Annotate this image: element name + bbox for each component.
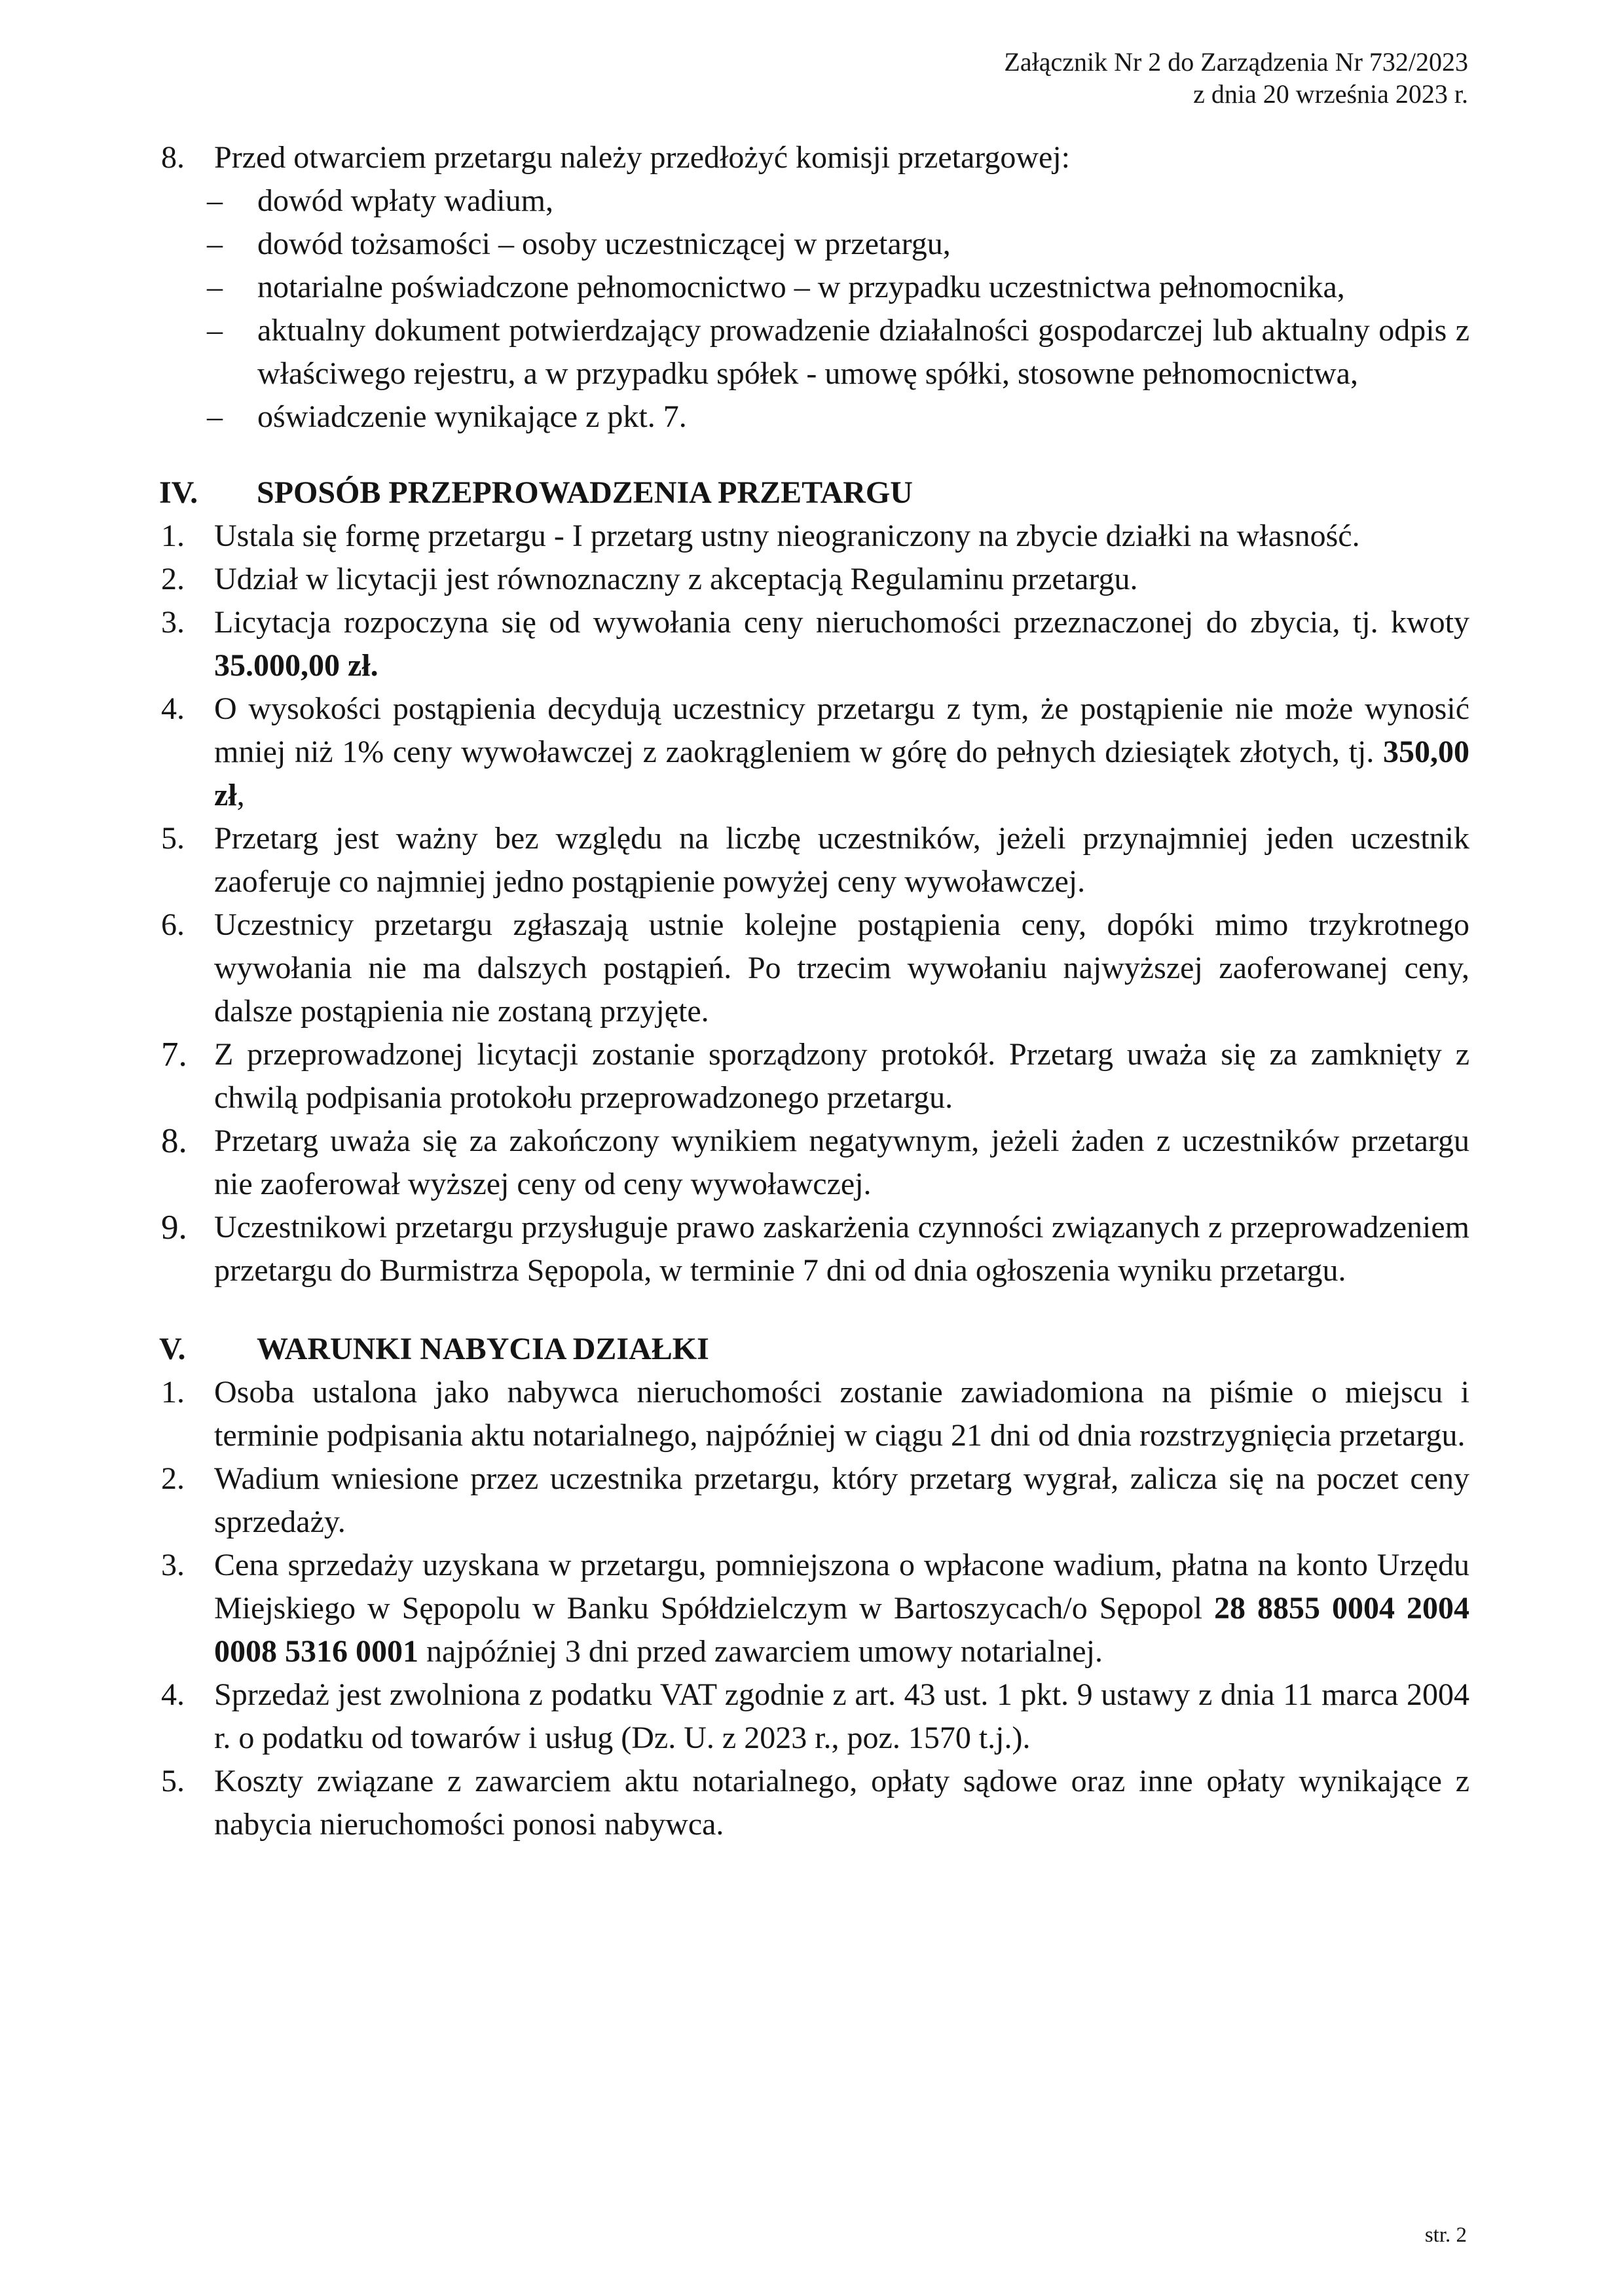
attachment-date: z dnia 20 września 2023 r. bbox=[1193, 79, 1468, 109]
list-item bbox=[161, 266, 1469, 309]
item-text: Wadium wniesione przez uczestnika przetargu, który przetarg wygrał, zalicza się na poczet ceny sprzedaży. bbox=[214, 1461, 1469, 1539]
item-text: Uczestnikowi przetargu przysługuje prawo zaskarżenia czynności związanych z przeprowadzeniem przetargu do Burmistrza Sępopola, w terminie 7 dni od dnia ogłoszenia wyniku przetargu. bbox=[214, 1210, 1469, 1288]
list-item bbox=[161, 1033, 1469, 1120]
section-heading-v bbox=[161, 1328, 1469, 1371]
item-text-tail: , bbox=[236, 778, 245, 812]
item-number: 1. bbox=[161, 519, 185, 553]
section-title: SPOSÓB PRZEPROWADZENIA PRZETARGU bbox=[257, 475, 913, 510]
list-item bbox=[161, 601, 1469, 687]
item-text-tail: najpóźniej 3 dni przed zawarciem umowy notarialnej. bbox=[418, 1634, 1103, 1669]
list-item bbox=[161, 1120, 1469, 1206]
minimum-bid-increment-amount: 350,00 zł bbox=[214, 735, 1469, 812]
list-item bbox=[161, 179, 1469, 223]
item-text: Osoba ustalona jako nabywca nieruchomości zostanie zawiadomiona na piśmie o miejscu i terminie podpisania aktu notarialnego, najpóźniej w ciągu 21 dni od dnia rozstrzygnięcia przetargu. bbox=[214, 1375, 1469, 1453]
item-text: Udział w licytacji jest równoznaczny z akceptacją Regulaminu przetargu. bbox=[214, 562, 1138, 596]
item-number: 4. bbox=[161, 1677, 185, 1712]
list-item bbox=[161, 687, 1469, 817]
item-number: 1. bbox=[161, 1375, 185, 1410]
item-number: 5. bbox=[161, 821, 185, 856]
dash-bullet-icon: – bbox=[207, 399, 223, 434]
list-item bbox=[161, 1206, 1469, 1292]
item-number: 9. bbox=[161, 1209, 187, 1247]
item-text: Przetarg uważa się za zakończony wynikiem negatywnym, jeżeli żaden z uczestników przetargu nie zaoferował wyższej ceny od ceny wywoławczej. bbox=[214, 1123, 1469, 1201]
attachment-title: Załącznik Nr 2 do Zarządzenia Nr 732/2023 bbox=[1004, 47, 1468, 77]
required-documents-list bbox=[161, 179, 1469, 439]
dash-bullet-icon: – bbox=[207, 313, 223, 348]
item-number: 8. bbox=[161, 140, 185, 175]
item-number: 2. bbox=[161, 562, 185, 596]
item-text: Przetarg jest ważny bez względu na liczbę uczestników, jeżeli przynajmniej jeden uczestnik zaoferuje co najmniej jedno postąpienie powyżej ceny wywoławczej. bbox=[214, 821, 1469, 899]
list-item bbox=[161, 223, 1469, 266]
list-item-text: notarialne poświadczone pełnomocnictwo – w przypadku uczestnictwa pełnomocnika, bbox=[257, 270, 1345, 304]
item-number: 3. bbox=[161, 1548, 185, 1582]
item-text: O wysokości postąpienia decydują uczestnicy przetargu z tym, że postąpienie nie może wynosić mniej niż 1% ceny wywoławczej z zaokrągleniem w górę do pełnych dziesiątek złotych, tj. bbox=[214, 691, 1469, 769]
item-text: Przed otwarciem przetargu należy przedłożyć komisji przetargowej: bbox=[214, 140, 1071, 175]
list-item bbox=[161, 903, 1469, 1033]
list-item-text: oświadczenie wynikające z pkt. 7. bbox=[257, 399, 687, 434]
list-item-text: dowód wpłaty wadium, bbox=[257, 183, 553, 218]
list-item bbox=[161, 395, 1469, 439]
item-text: Z przeprowadzonej licytacji zostanie sporządzony protokół. Przetarg uważa się za zamknięty z chwilą podpisania protokołu przeprowadzonego przetargu. bbox=[214, 1037, 1469, 1115]
item-number: 2. bbox=[161, 1461, 185, 1496]
list-item bbox=[161, 1457, 1469, 1544]
list-item bbox=[161, 1544, 1469, 1673]
item-number: 7. bbox=[161, 1036, 187, 1074]
list-item-text: aktualny dokument potwierdzający prowadzenie działalności gospodarczej lub aktualny odpis z właściwego rejestru, a w przypadku spółek - umowę spółki, stosowne pełnomocnictwa, bbox=[257, 313, 1469, 391]
item-number: 6. bbox=[161, 907, 185, 942]
section-heading-iv bbox=[161, 471, 1469, 515]
section-number: IV. bbox=[159, 475, 198, 510]
page-number: str. 2 bbox=[1424, 2223, 1467, 2247]
item-text: Cena sprzedaży uzyskana w przetargu, pomniejszona o wpłacone wadium, płatna na konto Urzędu Miejskiego w Sępopolu w Banku Spółdzielczym w Bartoszycach/o Sępopol bbox=[214, 1548, 1469, 1626]
item-number: 8. bbox=[161, 1122, 187, 1160]
list-item bbox=[161, 1673, 1469, 1760]
list-item-text: dowód tożsamości – osoby uczestniczącej w przetargu, bbox=[257, 227, 951, 261]
section-number: V. bbox=[159, 1332, 186, 1366]
dash-bullet-icon: – bbox=[207, 183, 223, 218]
list-item bbox=[161, 1371, 1469, 1457]
list-item bbox=[161, 309, 1469, 395]
item-text: Sprzedaż jest zwolniona z podatku VAT zgodnie z art. 43 ust. 1 pkt. 9 ustawy z dnia 11 marca 2004 r. o podatku od towarów i usług (Dz. U. z 2023 r., poz. 1570 t.j.). bbox=[214, 1677, 1469, 1755]
requirements-item bbox=[161, 136, 1469, 179]
item-number: 4. bbox=[161, 691, 185, 726]
document-body bbox=[161, 136, 1469, 1846]
item-text: Uczestnicy przetargu zgłaszają ustnie kolejne postąpienia ceny, dopóki mimo trzykrotnego wywołania nie ma dalszych postąpień. Po trzecim wywołaniu najwyższej zaoferowanej ceny, dalsze postąpienia nie zostaną przyjęte. bbox=[214, 907, 1469, 1029]
section-title: WARUNKI NABYCIA DZIAŁKI bbox=[257, 1332, 709, 1366]
list-item bbox=[161, 1760, 1469, 1846]
attachment-header bbox=[1004, 46, 1468, 110]
list-item bbox=[161, 817, 1469, 903]
starting-price-amount: 35.000,00 zł. bbox=[214, 648, 378, 683]
item-number: 3. bbox=[161, 605, 185, 640]
list-item bbox=[161, 558, 1469, 601]
dash-bullet-icon: – bbox=[207, 270, 223, 304]
item-text: Koszty związane z zawarciem aktu notarialnego, opłaty sądowe oraz inne opłaty wynikające z nabycia nieruchomości ponosi nabywca. bbox=[214, 1764, 1469, 1842]
list-item bbox=[161, 515, 1469, 558]
item-text: Ustala się formę przetargu - I przetarg ustny nieograniczony na zbycie działki na własność. bbox=[214, 519, 1360, 553]
item-text: Licytacja rozpoczyna się od wywołania ceny nieruchomości przeznaczonej do zbycia, tj. kwoty bbox=[214, 605, 1469, 640]
bank-account-number: 28 8855 0004 2004 0008 5316 0001 bbox=[214, 1591, 1470, 1669]
dash-bullet-icon: – bbox=[207, 227, 223, 261]
item-number: 5. bbox=[161, 1764, 185, 1798]
